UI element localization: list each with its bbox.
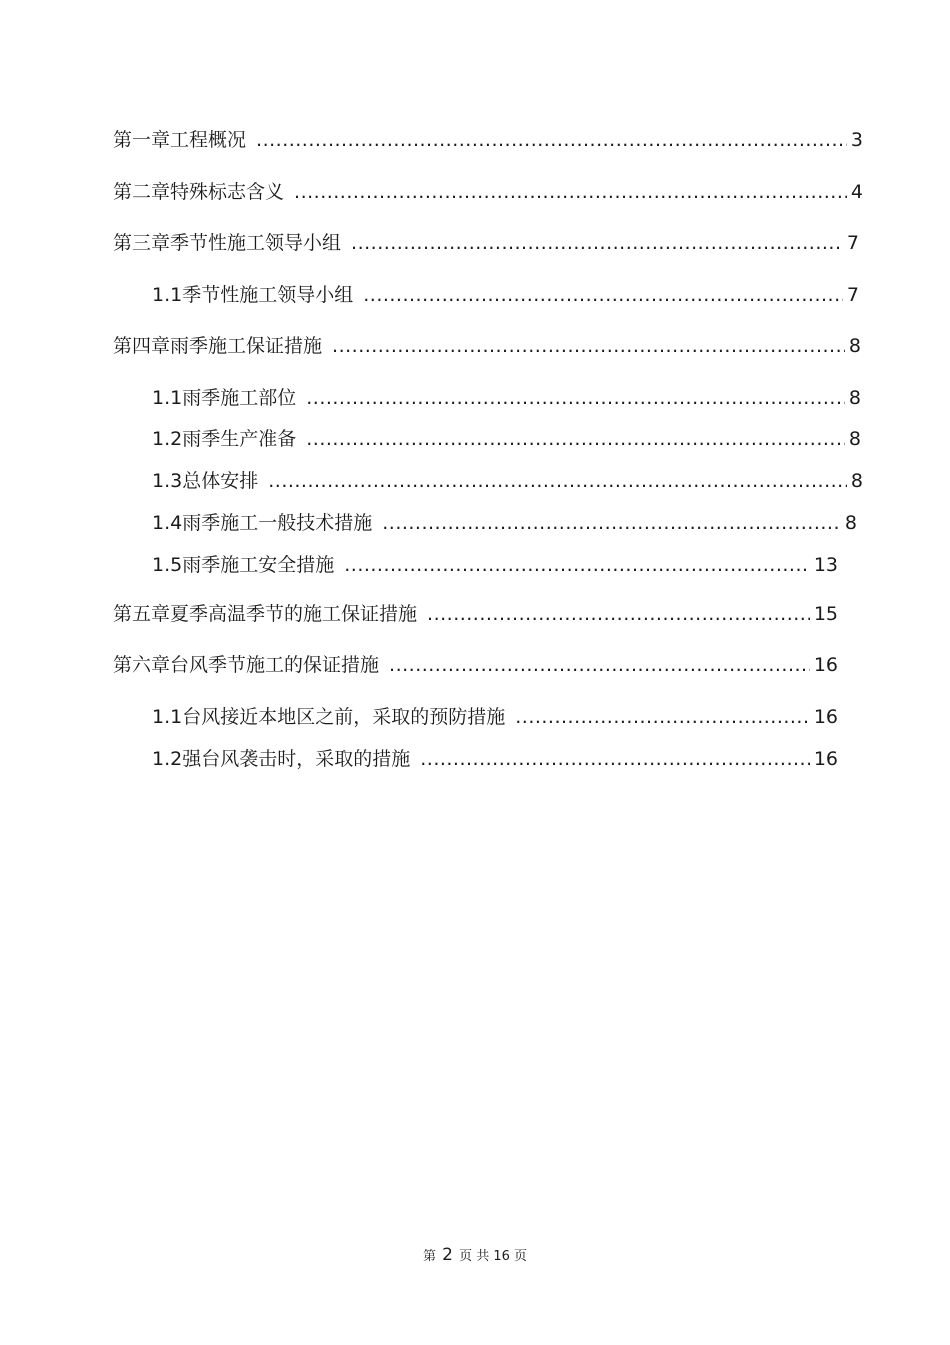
toc-section-number: 1.1 xyxy=(152,387,183,409)
toc-entry[interactable] xyxy=(152,553,838,577)
toc-title: 季节性施工领导小组 xyxy=(170,232,342,254)
toc-entry[interactable] xyxy=(113,334,861,358)
toc-chapter-label: 第三章 xyxy=(113,232,171,254)
toc-title: 雨季施工一般技术措施 xyxy=(182,512,373,534)
toc-page-number: 16 xyxy=(813,748,838,770)
toc-title: 雨季生产准备 xyxy=(182,428,297,450)
toc-section-number: 1.2 xyxy=(152,748,183,770)
toc-entry[interactable] xyxy=(113,231,859,255)
toc-page-number: 8 xyxy=(848,428,861,450)
toc-page-number: 4 xyxy=(850,181,863,203)
toc-chapter-label: 第四章 xyxy=(113,335,171,357)
toc-entry[interactable] xyxy=(113,653,838,677)
toc-leader-dots xyxy=(332,334,845,358)
toc-page-number: 8 xyxy=(844,512,857,534)
toc-page-number: 16 xyxy=(813,706,838,728)
toc-title: 夏季高温季节的施工保证措施 xyxy=(170,603,418,625)
toc-title: 工程概况 xyxy=(170,129,247,151)
toc-title: 雨季施工保证措施 xyxy=(170,335,323,357)
toc-section-number: 1.1 xyxy=(152,706,183,728)
toc-leader-dots xyxy=(363,283,843,307)
toc-page-number: 13 xyxy=(813,554,838,576)
toc-section-number: 1.4 xyxy=(152,512,183,534)
toc-title: 特殊标志含义 xyxy=(170,181,285,203)
toc-section-number: 1.1 xyxy=(152,284,183,306)
toc-leader-dots xyxy=(382,511,841,535)
toc-leader-dots xyxy=(256,128,847,152)
toc-title: 雨季施工安全措施 xyxy=(182,554,335,576)
toc-entry[interactable] xyxy=(152,511,857,535)
toc-page-number: 8 xyxy=(848,335,861,357)
toc-page-number: 7 xyxy=(846,284,859,306)
toc-leader-dots xyxy=(306,427,845,451)
toc-section-number: 1.5 xyxy=(152,554,183,576)
footer-current-page: 2 xyxy=(442,1245,453,1265)
toc-entry[interactable] xyxy=(113,180,863,204)
toc-section-number: 1.2 xyxy=(152,428,183,450)
footer-prefix: 第 xyxy=(422,1249,436,1264)
toc-leader-dots xyxy=(389,653,810,677)
toc-section-number: 1.3 xyxy=(152,470,183,492)
toc-chapter-label: 第五章 xyxy=(113,603,171,625)
page-footer xyxy=(0,1245,950,1265)
toc-entry[interactable] xyxy=(152,705,838,729)
toc-title: 季节性施工领导小组 xyxy=(182,284,354,306)
toc-leader-dots xyxy=(420,747,810,771)
toc-title: 总体安排 xyxy=(182,470,259,492)
footer-total-pages: 16 xyxy=(493,1249,510,1264)
toc-entry[interactable] xyxy=(152,747,838,771)
toc-leader-dots xyxy=(306,386,845,410)
footer-suffix: 页 xyxy=(514,1249,528,1264)
toc-leader-dots xyxy=(268,469,847,493)
footer-middle: 页 共 xyxy=(459,1249,490,1264)
toc-entry[interactable] xyxy=(113,128,863,152)
toc-page-number: 8 xyxy=(850,470,863,492)
toc-page-number: 7 xyxy=(846,232,859,254)
toc-chapter-label: 第一章 xyxy=(113,129,171,151)
toc-chapter-label: 第六章 xyxy=(113,654,171,676)
toc-leader-dots xyxy=(344,553,810,577)
toc-page-number: 3 xyxy=(850,129,863,151)
toc-title: 台风季节施工的保证措施 xyxy=(170,654,380,676)
toc-page-number: 16 xyxy=(813,654,838,676)
toc-chapter-label: 第二章 xyxy=(113,181,171,203)
toc-leader-dots xyxy=(294,180,847,204)
toc-page-number: 8 xyxy=(848,387,861,409)
toc-leader-dots xyxy=(515,705,810,729)
toc-page-number: 15 xyxy=(813,603,838,625)
toc-entry[interactable] xyxy=(152,427,861,451)
toc-title: 雨季施工部位 xyxy=(182,387,297,409)
toc-leader-dots xyxy=(351,231,843,255)
toc-title: 台风接近本地区之前，采取的预防措施 xyxy=(182,706,506,728)
toc-entry[interactable] xyxy=(113,602,838,626)
toc-entry[interactable] xyxy=(152,469,863,493)
toc-leader-dots xyxy=(427,602,810,626)
toc-entry[interactable] xyxy=(152,283,859,307)
toc-title: 强台风袭击时，采取的措施 xyxy=(182,748,411,770)
toc-entry[interactable] xyxy=(152,386,861,410)
